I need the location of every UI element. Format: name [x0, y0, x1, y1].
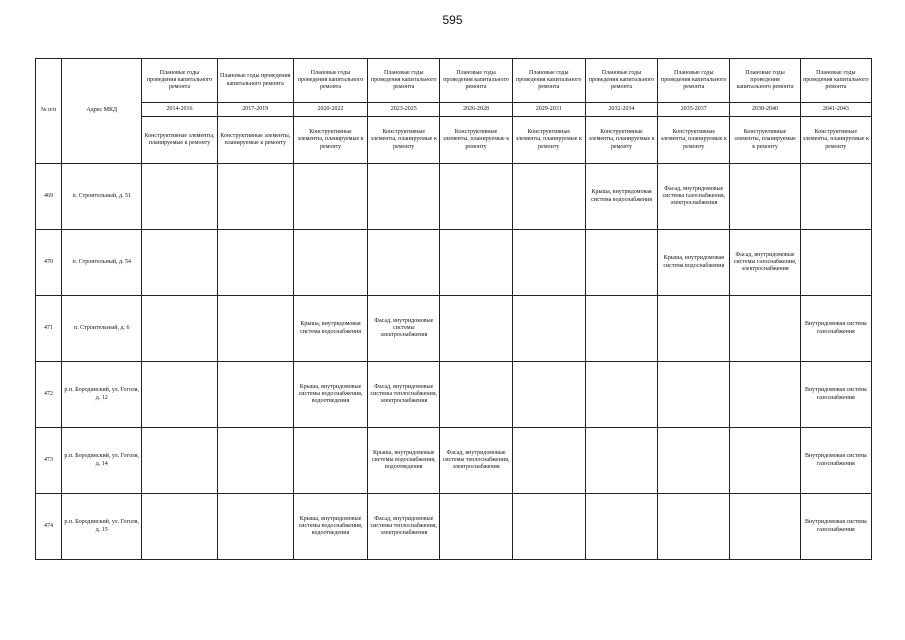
repair-elements-cell [658, 494, 730, 560]
row-address: п. Строительный, д. 6 [62, 296, 142, 362]
row-number: 472 [36, 362, 62, 428]
table-body [36, 164, 872, 560]
repair-elements-cell: Фасад, внутридомовые системы электроснабжения [368, 296, 440, 362]
repair-elements-cell [368, 164, 440, 230]
repair-elements-cell [800, 230, 871, 296]
repair-elements-cell [440, 230, 512, 296]
repair-elements-cell [585, 362, 657, 428]
period-header-description: Конструктивные элементы, планируемые к ремонту [217, 117, 293, 164]
repair-elements-cell [217, 494, 293, 560]
period-header-description: Конструктивные элементы, планируемые к ремонту [658, 117, 730, 164]
row-address: р.п. Бородинский, ул. Гоголя, д. 12 [62, 362, 142, 428]
table-row [36, 296, 872, 362]
header-desc-row [36, 117, 872, 164]
table-row [36, 230, 872, 296]
repair-elements-cell [440, 164, 512, 230]
table-row [36, 362, 872, 428]
period-header-years: 2038-2040 [730, 103, 800, 117]
repair-elements-cell [293, 428, 367, 494]
repair-elements-cell [800, 164, 871, 230]
repair-elements-cell: Крыша, внутридомовые системы водоснабжения, водоотведения [368, 428, 440, 494]
repair-elements-cell: Крыша, внутридомовая система водоснабжения [585, 164, 657, 230]
period-header-title: Плановые годы проведения капитального ремонта [800, 59, 871, 103]
repair-elements-cell [293, 164, 367, 230]
row-address: р.п. Бородинский, ул. Гоголя, д. 15 [62, 494, 142, 560]
repair-elements-cell [368, 230, 440, 296]
row-address: п. Строительный, д. 51 [62, 164, 142, 230]
period-header-years: 2035-2037 [658, 103, 730, 117]
repair-elements-cell: Крыша, внутридомовая система водоснабжения [293, 296, 367, 362]
period-header-years: 2041-2043 [800, 103, 871, 117]
period-header-title: Плановые годы проведения капитального ремонта [142, 59, 217, 103]
repair-elements-cell [730, 362, 800, 428]
header-years-row [36, 103, 872, 117]
capital-repair-table [35, 58, 872, 560]
repair-elements-cell [658, 428, 730, 494]
repair-elements-cell: Внутридомовая система газоснабжения [800, 362, 871, 428]
row-number: 473 [36, 428, 62, 494]
column-header-address: Адрес МКД [62, 59, 142, 164]
repair-elements-cell [512, 164, 585, 230]
row-number: 471 [36, 296, 62, 362]
repair-elements-cell: Фасад, внутридомовые системы теплоснабжения, электроснабжения [368, 494, 440, 560]
repair-elements-cell [512, 296, 585, 362]
repair-elements-cell [217, 230, 293, 296]
repair-elements-cell: Внутридомовая система газоснабжения [800, 296, 871, 362]
repair-elements-cell [730, 296, 800, 362]
repair-elements-cell [293, 230, 367, 296]
repair-elements-cell: Внутридомовая система газоснабжения [800, 428, 871, 494]
repair-elements-cell [585, 494, 657, 560]
period-header-years: 2029-2031 [512, 103, 585, 117]
repair-elements-cell: Крыша, внутридомовые системы водоснабжения, водоотведения [293, 494, 367, 560]
period-header-title: Плановые годы проведения капитального ремонта [217, 59, 293, 103]
period-header-title: Плановые годы проведения капитального ремонта [585, 59, 657, 103]
period-header-title: Плановые годы проведения капитального ремонта [440, 59, 512, 103]
repair-elements-cell [585, 230, 657, 296]
repair-elements-cell: Крыша, внутридомовые системы водоснабжения, водоотведения [293, 362, 367, 428]
row-address: п. Строительный, д. 54 [62, 230, 142, 296]
row-address: р.п. Бородинский, ул. Гоголя, д. 14 [62, 428, 142, 494]
table-row [36, 164, 872, 230]
repair-elements-cell [217, 362, 293, 428]
repair-elements-cell: Фасад, внутридомовые системы теплоснабжения, электроснабжения [368, 362, 440, 428]
period-header-description: Конструктивные элементы, планируемые к ремонту [800, 117, 871, 164]
repair-elements-cell [142, 230, 217, 296]
repair-elements-cell: Фасад, внутридомовые системы газоснабжения, электроснабжения [658, 164, 730, 230]
period-header-description: Конструктивные элементы, планируемые к ремонту [293, 117, 367, 164]
repair-elements-cell [142, 428, 217, 494]
repair-elements-cell: Фасад, внутридомовые системы газоснабжения, электроснабжения [730, 230, 800, 296]
period-header-title: Плановые годы проведения капитального ремонта [512, 59, 585, 103]
table-row [36, 428, 872, 494]
repair-elements-cell [440, 296, 512, 362]
row-number: 469 [36, 164, 62, 230]
repair-elements-cell [585, 428, 657, 494]
repair-elements-cell [142, 362, 217, 428]
repair-elements-cell [440, 362, 512, 428]
repair-elements-cell [217, 164, 293, 230]
repair-elements-cell [440, 494, 512, 560]
repair-elements-cell [512, 230, 585, 296]
repair-elements-cell [142, 296, 217, 362]
repair-elements-cell [512, 494, 585, 560]
period-header-years: 2032-2034 [585, 103, 657, 117]
repair-elements-cell: Крыша, внутридомовая система водоснабжения [658, 230, 730, 296]
row-number: 474 [36, 494, 62, 560]
period-header-description: Конструктивные элементы, планируемые к ремонту [368, 117, 440, 164]
repair-elements-cell [142, 494, 217, 560]
period-header-title: Плановые годы проведения капитального ремонта [293, 59, 367, 103]
repair-elements-cell [217, 428, 293, 494]
table-row [36, 494, 872, 560]
period-header-description: Конструктивные элементы, планируемые к ремонту [142, 117, 217, 164]
repair-elements-cell [658, 362, 730, 428]
repair-elements-cell [730, 164, 800, 230]
period-header-description: Конструктивные элементы, планируемые к ремонту [512, 117, 585, 164]
column-header-number: № п/п [36, 59, 62, 164]
period-header-years: 2020-2022 [293, 103, 367, 117]
period-header-title: Плановые годы проведения капитального ремонта [730, 59, 800, 103]
repair-elements-cell [730, 494, 800, 560]
period-header-description: Конструктивные элементы, планируемые к ремонту [585, 117, 657, 164]
period-header-title: Плановые годы проведения капитального ремонта [368, 59, 440, 103]
repair-elements-cell [512, 362, 585, 428]
repair-elements-cell: Внутридомовая система газоснабжения [800, 494, 871, 560]
period-header-years: 2014-2016 [142, 103, 217, 117]
row-number: 470 [36, 230, 62, 296]
repair-elements-cell [585, 296, 657, 362]
repair-elements-cell [142, 164, 217, 230]
repair-elements-cell [658, 296, 730, 362]
repair-elements-cell [512, 428, 585, 494]
repair-elements-cell: Фасад, внутридомовые системы теплоснабжения, электроснабжения [440, 428, 512, 494]
period-header-years: 2026-2028 [440, 103, 512, 117]
page-number: 595 [442, 13, 463, 27]
repair-elements-cell [730, 428, 800, 494]
period-header-description: Конструктивные элементы, планируемые к ремонту [440, 117, 512, 164]
period-header-title: Плановые годы проведения капитального ремонта [658, 59, 730, 103]
repair-elements-cell [217, 296, 293, 362]
period-header-years: 2017-2019 [217, 103, 293, 117]
header-title-row [36, 59, 872, 103]
period-header-years: 2023-2025 [368, 103, 440, 117]
period-header-description: Конструктивные элементы, планируемые к ремонту [730, 117, 800, 164]
